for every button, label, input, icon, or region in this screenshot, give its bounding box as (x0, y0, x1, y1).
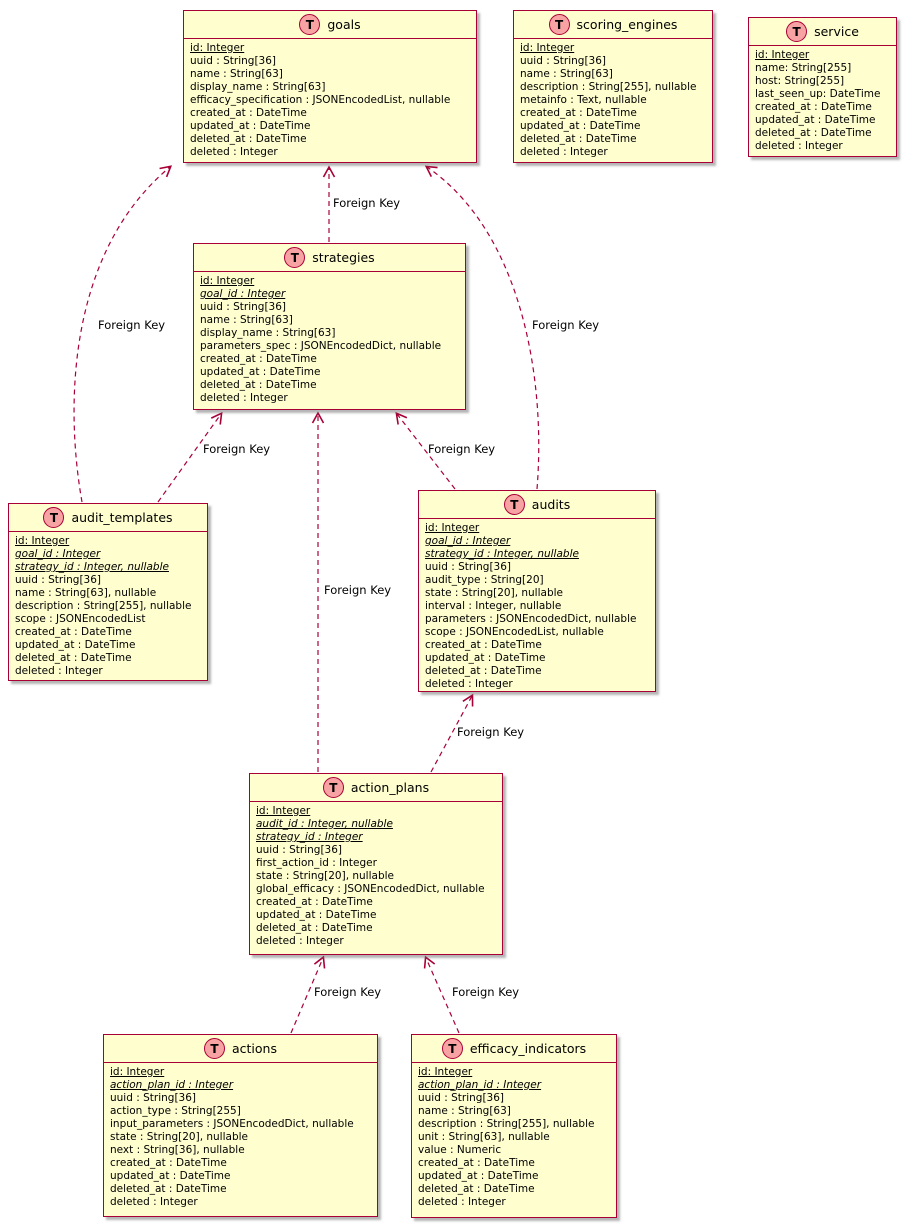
field-row: created_at : DateTime (15, 626, 132, 638)
field-row: created_at : DateTime (418, 1157, 535, 1169)
foreign-key-label: Foreign Key (532, 318, 600, 332)
field-row: updated_at : DateTime (520, 120, 641, 132)
table-name: audit_templates (71, 510, 173, 525)
foreign-key-label: Foreign Key (314, 985, 382, 999)
field-row: deleted : Integer (190, 146, 278, 158)
field-row: deleted_at : DateTime (520, 133, 637, 145)
table-service (748, 17, 897, 157)
field-row: deleted : Integer (520, 146, 608, 158)
field-row: created_at : DateTime (256, 896, 373, 908)
field-row: created_at : DateTime (190, 107, 307, 119)
table-field-list (9, 532, 207, 680)
field-row: uuid : String[36] (110, 1092, 196, 1104)
table-field-list (194, 272, 465, 407)
field-row: value : Numeric (418, 1144, 502, 1156)
field-row: name : String[63] (190, 68, 283, 80)
field-row: id: Integer (190, 42, 245, 54)
field-row: id: Integer (418, 1066, 473, 1078)
field-row: parameters : JSONEncodedDict, nullable (425, 613, 637, 625)
table-header (419, 491, 655, 519)
field-row: deleted : Integer (256, 935, 344, 947)
field-row: uuid : String[36] (520, 55, 606, 67)
field-row: description : String[255], nullable (418, 1118, 595, 1130)
field-row: id: Integer (110, 1066, 165, 1078)
field-row: input_parameters : JSONEncodedDict, nullable (110, 1118, 354, 1130)
table-field-list (749, 46, 896, 155)
table-name: goals (327, 17, 361, 32)
table-type-icon: T (323, 777, 344, 798)
table-type-icon: T (204, 1038, 225, 1059)
field-row: audit_type : String[20] (425, 574, 544, 586)
table-type-icon: T (284, 247, 305, 268)
field-row: first_action_id : Integer (256, 857, 377, 869)
field-row: state : String[20], nullable (110, 1131, 248, 1143)
foreign-key-label: Foreign Key (457, 725, 525, 739)
field-row: goal_id : Integer (15, 548, 101, 560)
field-row: deleted_at : DateTime (755, 127, 872, 139)
field-row: uuid : String[36] (256, 844, 342, 856)
table-header (104, 1035, 377, 1063)
field-row: uuid : String[36] (425, 561, 511, 573)
field-row: strategy_id : Integer (256, 831, 363, 843)
field-row: next : String[36], nullable (110, 1144, 245, 1156)
foreign-key-label: Foreign Key (98, 318, 166, 332)
field-row: id: Integer (15, 535, 70, 547)
foreign-key-label: Foreign Key (324, 583, 392, 597)
table-field-list (250, 802, 502, 950)
field-row: metainfo : Text, nullable (520, 94, 647, 106)
field-row: id: Integer (755, 49, 810, 61)
table-action_plans (249, 773, 503, 955)
field-row: updated_at : DateTime (755, 114, 876, 126)
field-row: action_plan_id : Integer (418, 1079, 542, 1091)
foreign-key-label: Foreign Key (203, 442, 271, 456)
foreign-key-label: Foreign Key (333, 196, 401, 210)
table-header (194, 244, 465, 272)
table-goals (183, 10, 477, 163)
field-row: host: String[255] (755, 75, 845, 87)
field-row: efficacy_specification : JSONEncodedList, nullable (190, 94, 451, 106)
field-row: name : String[63] (520, 68, 613, 80)
field-row: created_at : DateTime (110, 1157, 227, 1169)
table-audit_templates (8, 503, 208, 681)
field-row: deleted_at : DateTime (200, 379, 317, 391)
field-row: interval : Integer, nullable (425, 600, 562, 612)
table-name: efficacy_indicators (469, 1041, 587, 1056)
field-row: uuid : String[36] (418, 1092, 504, 1104)
foreign-key-label: Foreign Key (428, 442, 496, 456)
field-row: goal_id : Integer (200, 288, 286, 300)
table-header (184, 11, 476, 39)
field-row: uuid : String[36] (190, 55, 276, 67)
table-name: action_plans (350, 780, 430, 795)
field-row: updated_at : DateTime (190, 120, 311, 132)
field-row: deleted : Integer (200, 392, 288, 404)
field-row: strategy_id : Integer, nullable (15, 561, 169, 573)
field-row: action_type : String[255] (110, 1105, 241, 1117)
field-row: deleted_at : DateTime (256, 922, 373, 934)
field-row: deleted_at : DateTime (110, 1183, 227, 1195)
table-name: scoring_engines (576, 17, 678, 32)
table-header (412, 1035, 616, 1063)
field-row: deleted : Integer (755, 140, 843, 152)
table-strategies (193, 243, 466, 410)
table-name: actions (232, 1041, 277, 1056)
field-row: deleted : Integer (418, 1196, 506, 1208)
field-row: created_at : DateTime (425, 639, 542, 651)
table-audits (418, 490, 656, 692)
table-field-list (412, 1063, 616, 1211)
field-row: id: Integer (520, 42, 575, 54)
table-header (749, 18, 896, 46)
table-header (514, 11, 712, 39)
field-row: scope : JSONEncodedList (15, 613, 146, 625)
field-row: display_name : String[63] (190, 81, 326, 93)
field-row: unit : String[63], nullable (418, 1131, 550, 1143)
field-row: deleted_at : DateTime (425, 665, 542, 677)
field-row: id: Integer (256, 805, 311, 817)
field-row: action_plan_id : Integer (110, 1079, 234, 1091)
table-field-list (104, 1063, 377, 1211)
field-row: created_at : DateTime (200, 353, 317, 365)
table-type-icon: T (43, 507, 64, 528)
field-row: uuid : String[36] (15, 574, 101, 586)
table-efficacy_indicators (411, 1034, 617, 1218)
field-row: deleted : Integer (110, 1196, 198, 1208)
table-type-icon: T (299, 14, 320, 35)
table-field-list (514, 39, 712, 161)
field-row: deleted_at : DateTime (15, 652, 132, 664)
table-type-icon: T (549, 14, 570, 35)
table-field-list (419, 519, 655, 693)
table-name: audits (531, 497, 571, 512)
field-row: updated_at : DateTime (200, 366, 321, 378)
table-type-icon: T (442, 1038, 463, 1059)
field-row: description : String[255], nullable (15, 600, 192, 612)
field-row: updated_at : DateTime (418, 1170, 539, 1182)
table-name: strategies (312, 250, 375, 265)
field-row: display_name : String[63] (200, 327, 336, 339)
field-row: goal_id : Integer (425, 535, 511, 547)
table-header (9, 504, 207, 532)
field-row: deleted : Integer (15, 665, 103, 677)
field-row: strategy_id : Integer, nullable (425, 548, 579, 560)
field-row: created_at : DateTime (520, 107, 637, 119)
field-row: name : String[63], nullable (15, 587, 157, 599)
field-row: deleted_at : DateTime (190, 133, 307, 145)
field-row: name : String[63] (200, 314, 293, 326)
field-row: uuid : String[36] (200, 301, 286, 313)
field-row: updated_at : DateTime (15, 639, 136, 651)
table-scoring_engines (513, 10, 713, 163)
field-row: scope : JSONEncodedList, nullable (425, 626, 604, 638)
field-row: deleted : Integer (425, 678, 513, 690)
field-row: updated_at : DateTime (425, 652, 546, 664)
table-name: service (814, 24, 859, 39)
field-row: description : String[255], nullable (520, 81, 697, 93)
field-row: last_seen_up: DateTime (755, 88, 881, 100)
field-row: updated_at : DateTime (256, 909, 377, 921)
table-header (250, 774, 502, 802)
field-row: created_at : DateTime (755, 101, 872, 113)
table-type-icon: T (786, 21, 807, 42)
table-field-list (184, 39, 476, 161)
field-row: name: String[255] (755, 62, 852, 74)
field-row: updated_at : DateTime (110, 1170, 231, 1182)
field-row: audit_id : Integer, nullable (256, 818, 393, 830)
field-row: id: Integer (200, 275, 255, 287)
field-row: name : String[63] (418, 1105, 511, 1117)
table-type-icon: T (504, 494, 525, 515)
field-row: state : String[20], nullable (256, 870, 394, 882)
field-row: deleted_at : DateTime (418, 1183, 535, 1195)
field-row: parameters_spec : JSONEncodedDict, nullable (200, 340, 442, 352)
field-row: global_efficacy : JSONEncodedDict, nullable (256, 883, 485, 895)
table-actions (103, 1034, 378, 1217)
field-row: state : String[20], nullable (425, 587, 563, 599)
fk-arrow-audit_templates-to-strategies (158, 414, 221, 502)
fk-arrow-audit_templates-to-goals (74, 167, 170, 502)
foreign-key-label: Foreign Key (452, 985, 520, 999)
field-row: id: Integer (425, 522, 480, 534)
